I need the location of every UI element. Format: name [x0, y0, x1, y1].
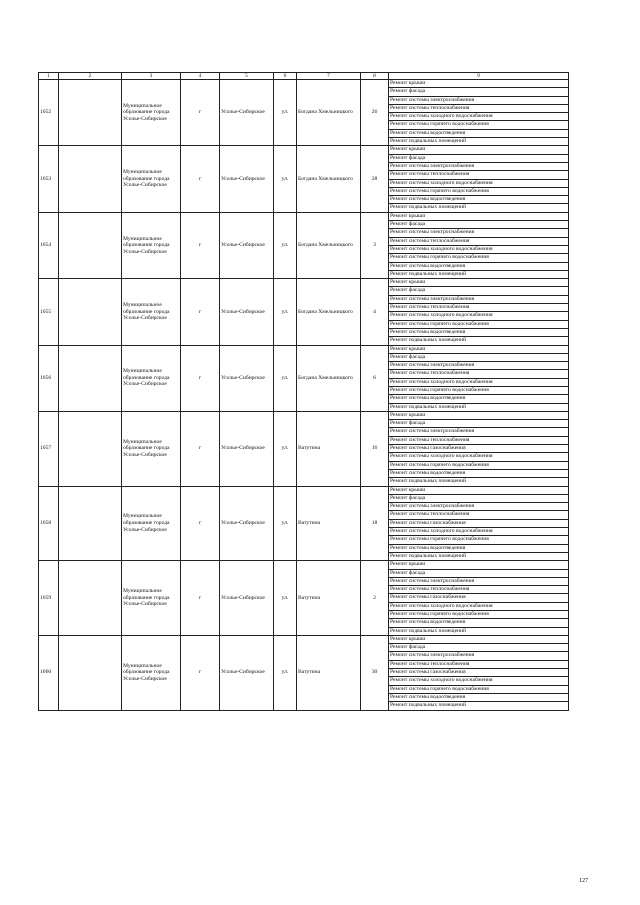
municipality-cell: Муниципальное образование города Усолье-Сибирское [122, 212, 181, 278]
settlement-type-cell: г [181, 486, 220, 561]
repair-work-cell: Ремонт системы электроснабжения [389, 577, 569, 585]
repair-work-cell: Ремонт фасада [389, 494, 569, 502]
street-type-cell: ул. [274, 212, 297, 278]
repair-work-cell: Ремонт системы горячего водоснабжения [389, 611, 569, 619]
city-cell: Усолье-Сибирское [220, 486, 274, 561]
street-name-cell: Богдана Хмельницкого [297, 279, 361, 345]
table-row [39, 212, 569, 220]
house-number-cell: 4 [361, 279, 389, 345]
settlement-type-cell: г [181, 635, 220, 710]
repair-work-cell: Ремонт фасада [389, 569, 569, 577]
settlement-type-cell: г [181, 80, 220, 146]
repair-work-cell: Ремонт системы водоотведения [389, 693, 569, 701]
repair-work-cell: Ремонт системы водоотведения [389, 619, 569, 627]
repair-work-cell: Ремонт системы газоснабжения [389, 594, 569, 602]
city-cell: Усолье-Сибирское [220, 635, 274, 710]
repair-work-cell: Ремонт системы водоотведения [389, 196, 569, 204]
repair-work-cell: Ремонт системы горячего водоснабжения [389, 187, 569, 195]
repair-work-cell: Ремонт системы теплоснабжения [389, 304, 569, 312]
housing-repair-register-table [38, 72, 569, 711]
repair-work-cell: Ремонт системы водоотведения [389, 328, 569, 336]
city-cell: Усолье-Сибирское [220, 411, 274, 486]
repair-work-cell: Ремонт крыши [389, 212, 569, 220]
municipality-cell: Муниципальное образование города Усолье-Сибирское [122, 635, 181, 710]
repair-work-cell: Ремонт системы холодного водоснабжения [389, 453, 569, 461]
empty-cell [59, 411, 122, 486]
repair-work-cell: Ремонт системы электроснабжения [389, 162, 569, 170]
city-cell: Усолье-Сибирское [220, 80, 274, 146]
repair-work-cell: Ремонт фасада [389, 644, 569, 652]
repair-work-cell: Ремонт системы горячего водоснабжения [389, 386, 569, 394]
empty-cell [59, 345, 122, 411]
municipality-cell: Муниципальное образование города Усолье-Сибирское [122, 345, 181, 411]
repair-work-cell: Ремонт системы водоотведения [389, 469, 569, 477]
repair-work-cell: Ремонт системы теплоснабжения [389, 171, 569, 179]
street-name-cell: Ватутина [297, 486, 361, 561]
house-number-cell: 6 [361, 345, 389, 411]
street-type-cell: ул. [274, 411, 297, 486]
empty-cell [59, 635, 122, 710]
street-name-cell: Богдана Хмельницкого [297, 212, 361, 278]
street-name-cell: Богдана Хмельницкого [297, 146, 361, 212]
repair-work-cell: Ремонт системы холодного водоснабжения [389, 179, 569, 187]
table-row [39, 146, 569, 154]
street-type-cell: ул. [274, 146, 297, 212]
municipality-cell: Муниципальное образование города Усолье-Сибирское [122, 486, 181, 561]
repair-work-cell: Ремонт крыши [389, 486, 569, 494]
municipality-cell: Муниципальное образование города Усолье-Сибирское [122, 561, 181, 636]
city-cell: Усолье-Сибирское [220, 345, 274, 411]
repair-work-cell: Ремонт системы холодного водоснабжения [389, 245, 569, 253]
repair-work-cell: Ремонт системы теплоснабжения [389, 511, 569, 519]
header-cell: 6 [274, 73, 297, 80]
repair-work-cell: Ремонт системы электроснабжения [389, 295, 569, 303]
repair-work-cell: Ремонт системы газоснабжения [389, 519, 569, 527]
header-cell: 5 [220, 73, 274, 80]
repair-work-cell: Ремонт системы электроснабжения [389, 362, 569, 370]
repair-work-cell: Ремонт системы холодного водоснабжения [389, 113, 569, 121]
repair-work-cell: Ремонт системы электроснабжения [389, 503, 569, 511]
record-number-cell: 1054 [39, 212, 59, 278]
repair-work-cell: Ремонт подвальных помещений [389, 403, 569, 411]
house-number-cell: 16 [361, 411, 389, 486]
table-row [39, 279, 569, 287]
repair-work-cell: Ремонт системы теплоснабжения [389, 370, 569, 378]
record-number-cell: 1053 [39, 146, 59, 212]
repair-work-cell: Ремонт фасада [389, 221, 569, 229]
repair-work-cell: Ремонт фасада [389, 88, 569, 96]
municipality-cell: Муниципальное образование города Усолье-Сибирское [122, 411, 181, 486]
register-body [39, 80, 569, 711]
municipality-cell: Муниципальное образование города Усолье-Сибирское [122, 80, 181, 146]
repair-work-cell: Ремонт системы теплоснабжения [389, 660, 569, 668]
settlement-type-cell: г [181, 411, 220, 486]
settlement-type-cell: г [181, 212, 220, 278]
repair-work-cell: Ремонт подвальных помещений [389, 702, 569, 710]
header-cell: 2 [59, 73, 122, 80]
municipality-cell: Муниципальное образование города Усолье-Сибирское [122, 279, 181, 345]
empty-cell [59, 561, 122, 636]
repair-work-cell: Ремонт системы горячего водоснабжения [389, 254, 569, 262]
repair-work-cell: Ремонт подвальных помещений [389, 478, 569, 486]
repair-work-cell: Ремонт подвальных помещений [389, 627, 569, 635]
table-row [39, 411, 569, 419]
repair-work-cell: Ремонт системы теплоснабжения [389, 436, 569, 444]
page-number: 127 [579, 878, 588, 884]
record-number-cell: 1059 [39, 561, 59, 636]
settlement-type-cell: г [181, 345, 220, 411]
settlement-type-cell: г [181, 146, 220, 212]
city-cell: Усолье-Сибирское [220, 212, 274, 278]
city-cell: Усолье-Сибирское [220, 279, 274, 345]
table-row [39, 80, 569, 88]
repair-work-cell: Ремонт крыши [389, 345, 569, 353]
repair-work-cell: Ремонт системы водоотведения [389, 544, 569, 552]
header-cell: 9 [389, 73, 569, 80]
repair-work-cell: Ремонт крыши [389, 561, 569, 569]
city-cell: Усолье-Сибирское [220, 146, 274, 212]
header-cell: 4 [181, 73, 220, 80]
repair-work-cell: Ремонт крыши [389, 635, 569, 643]
repair-work-cell: Ремонт системы холодного водоснабжения [389, 677, 569, 685]
street-type-cell: ул. [274, 279, 297, 345]
repair-work-cell: Ремонт фасада [389, 287, 569, 295]
street-name-cell: Богдана Хмельницкого [297, 80, 361, 146]
city-cell: Усолье-Сибирское [220, 561, 274, 636]
street-type-cell: ул. [274, 345, 297, 411]
repair-work-cell: Ремонт системы теплоснабжения [389, 104, 569, 112]
repair-work-cell: Ремонт системы горячего водоснабжения [389, 461, 569, 469]
repair-work-cell: Ремонт подвальных помещений [389, 138, 569, 146]
street-type-cell: ул. [274, 561, 297, 636]
settlement-type-cell: г [181, 561, 220, 636]
repair-work-cell: Ремонт системы горячего водоснабжения [389, 536, 569, 544]
house-number-cell: 18 [361, 486, 389, 561]
repair-work-cell: Ремонт системы теплоснабжения [389, 237, 569, 245]
empty-cell [59, 279, 122, 345]
record-number-cell: 1058 [39, 486, 59, 561]
street-name-cell: Богдана Хмельницкого [297, 345, 361, 411]
table-row [39, 345, 569, 353]
repair-work-cell: Ремонт системы газоснабжения [389, 445, 569, 453]
record-number-cell: 1055 [39, 279, 59, 345]
municipality-cell: Муниципальное образование города Усолье-Сибирское [122, 146, 181, 212]
empty-cell [59, 146, 122, 212]
repair-work-cell: Ремонт подвальных помещений [389, 270, 569, 278]
street-name-cell: Ватутина [297, 411, 361, 486]
table-row [39, 635, 569, 643]
settlement-type-cell: г [181, 279, 220, 345]
repair-work-cell: Ремонт подвальных помещений [389, 552, 569, 560]
empty-cell [59, 212, 122, 278]
repair-work-cell: Ремонт крыши [389, 80, 569, 88]
street-name-cell: Ватутина [297, 561, 361, 636]
record-number-cell: 1052 [39, 80, 59, 146]
header-cell: 3 [122, 73, 181, 80]
repair-work-cell: Ремонт системы водоотведения [389, 395, 569, 403]
empty-cell [59, 486, 122, 561]
repair-work-cell: Ремонт системы электроснабжения [389, 652, 569, 660]
house-number-cell: 3 [361, 212, 389, 278]
table-row [39, 486, 569, 494]
house-number-cell: 30 [361, 635, 389, 710]
street-type-cell: ул. [274, 80, 297, 146]
house-number-cell: 26 [361, 80, 389, 146]
repair-work-cell: Ремонт крыши [389, 411, 569, 419]
house-number-cell: 28 [361, 146, 389, 212]
repair-work-cell: Ремонт подвальных помещений [389, 337, 569, 345]
repair-work-cell: Ремонт системы электроснабжения [389, 428, 569, 436]
header-cell: 1 [39, 73, 59, 80]
header-cell: 8 [361, 73, 389, 80]
record-number-cell: 1056 [39, 345, 59, 411]
column-number-header-row [39, 73, 569, 80]
repair-work-cell: Ремонт системы холодного водоснабжения [389, 312, 569, 320]
repair-work-cell: Ремонт системы водоотведения [389, 262, 569, 270]
repair-work-cell: Ремонт системы теплоснабжения [389, 586, 569, 594]
repair-work-cell: Ремонт системы горячего водоснабжения [389, 320, 569, 328]
header-cell: 7 [297, 73, 361, 80]
repair-work-cell: Ремонт системы газоснабжения [389, 669, 569, 677]
repair-work-cell: Ремонт подвальных помещений [389, 204, 569, 212]
repair-work-cell: Ремонт системы электроснабжения [389, 229, 569, 237]
repair-work-cell: Ремонт крыши [389, 279, 569, 287]
repair-work-cell: Ремонт системы холодного водоснабжения [389, 528, 569, 536]
street-type-cell: ул. [274, 486, 297, 561]
empty-cell [59, 80, 122, 146]
house-number-cell: 2 [361, 561, 389, 636]
table-row [39, 561, 569, 569]
repair-work-cell: Ремонт системы холодного водоснабжения [389, 602, 569, 610]
repair-work-cell: Ремонт фасада [389, 420, 569, 428]
repair-work-cell: Ремонт фасада [389, 353, 569, 361]
record-number-cell: 1057 [39, 411, 59, 486]
repair-work-cell: Ремонт системы электроснабжения [389, 96, 569, 104]
street-name-cell: Ватутина [297, 635, 361, 710]
repair-work-cell: Ремонт фасада [389, 154, 569, 162]
repair-work-cell: Ремонт системы водоотведения [389, 129, 569, 137]
repair-work-cell: Ремонт крыши [389, 146, 569, 154]
street-type-cell: ул. [274, 635, 297, 710]
repair-work-cell: Ремонт системы холодного водоснабжения [389, 378, 569, 386]
record-number-cell: 1060 [39, 635, 59, 710]
repair-work-cell: Ремонт системы горячего водоснабжения [389, 121, 569, 129]
repair-work-cell: Ремонт системы горячего водоснабжения [389, 685, 569, 693]
